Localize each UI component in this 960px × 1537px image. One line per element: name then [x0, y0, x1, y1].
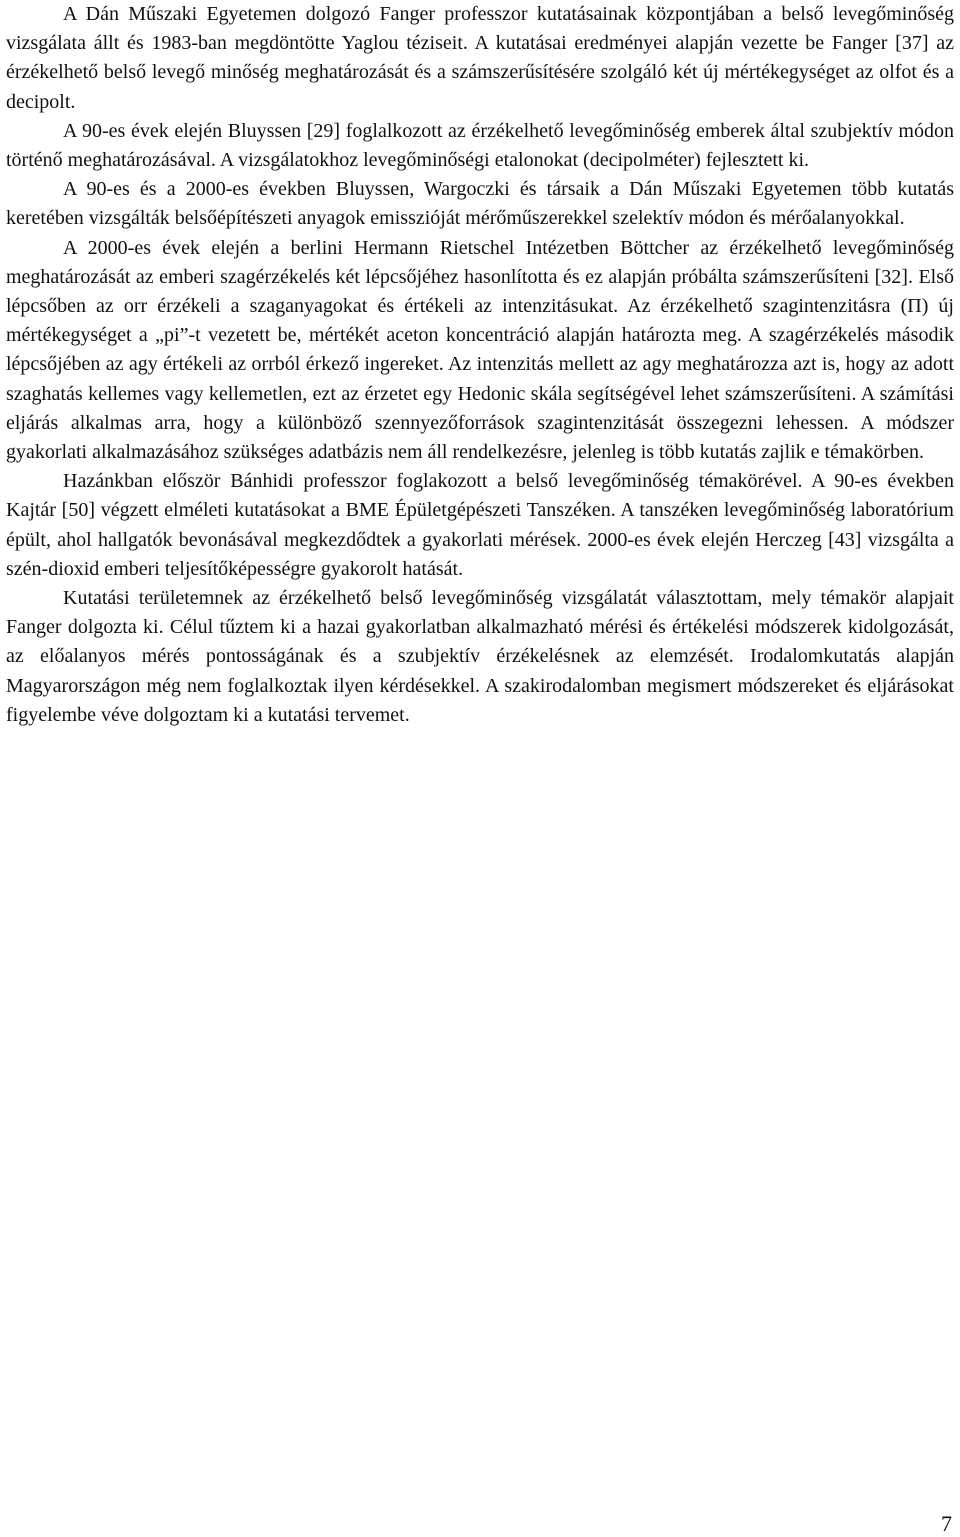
document-page — [6, 0, 954, 730]
page-number: 7 — [941, 1511, 952, 1536]
paragraph-bottcher: A 2000-es évek elején a berlini Hermann Rietschel Intézetben Böttcher az érzékelhető levegőminőség meghatározását az emberi szagérzékelés két lépcsőjéhez hasonlította és ez alapján próbálta számszerűsíteni [32]. Első lépcsőben az orr érzékeli a szaganyagokat és értékeli az intenzitásukat. Az érzékelhető szagintenzitásra (Π) új mértékegységet a „pi”-t vezetett be, mértékét aceton koncentráció alapján határozta meg. A szagérzékelés második lépcsőjében az agy értékeli az orrból érkező ingereket. Az intenzitás mellett az agy meghatározza azt is, hogy az adott szaghatás kellemes vagy kellemetlen, ezt az érzetet egy Hedonic skála segítségével lehet számszerűsíteni. A számítási eljárás alkalmas arra, hogy a különböző szennyezőforrások szagintenzitását összegezni lehessen. A módszer gyakorlati alkalmazásához szükséges adatbázis nem áll rendelkezésre, jelenleg is több kutatás zajlik e témakörben. — [6, 236, 954, 464]
paragraph-hungary: Hazánkban először Bánhidi professzor foglakozott a belső levegőminőség témakörével. A 90-es években Kajtár [50] végzett elméleti kutatásokat a BME Épületgépészeti Tanszéken. A tanszéken levegőminőség laboratórium épült, ahol hallgatók bevonásával megkezdődtek a gyakorlati mérések. 2000-es évek elején Herczeg [43] vizsgálta a szén-dioxid emberi teljesítőképességre gyakorolt hatását. — [6, 470, 954, 580]
paragraph-bluyssen: A 90-es évek elején Bluyssen [29] foglalkozott az érzékelhető levegőminőség emberek által szubjektív módon történő meghatározásával. A vizsgálatokhoz levegőminőségi etalonokat (decipolméter) fejlesztett ki. — [6, 119, 954, 172]
paragraph-research-goal: Kutatási területemnek az érzékelhető belső levegőminőség vizsgálatát választottam, mely témakör alapjait Fanger dolgozta ki. Célul tűztem ki a hazai gyakorlatban alkalmazható mérési és értékelési módszerek kidolgozását, az előalanyos mérés pontosságának és a szubjektív érzékelésnek az elemzését. Irodalomkutatás alapján Magyarországon még nem foglalkoztak ilyen kérdésekkel. A szakirodalomban megismert módszereket és eljárásokat figyelembe véve dolgoztam ki a kutatási tervemet. — [6, 587, 954, 726]
paragraph-fanger: A Dán Műszaki Egyetemen dolgozó Fanger professzor kutatásainak központjában a belső levegőminőség vizsgálata állt és 1983-ban megdöntötte Yaglou téziseit. A kutatásai eredményei alapján vezette be Fanger [37] az érzékelhető belső levegő minőség meghatározását és a számszerűsítésére szolgáló két új mértékegységet az olfot és a decipolt. — [6, 3, 954, 113]
paragraph-wargoczki: A 90-es és a 2000-es években Bluyssen, Wargoczki és társaik a Dán Műszaki Egyetemen több kutatás keretében vizsgálták belsőépítészeti anyagok emisszióját mérőműszerekkel szelektív módon és mérőalanyokkal. — [6, 178, 954, 230]
